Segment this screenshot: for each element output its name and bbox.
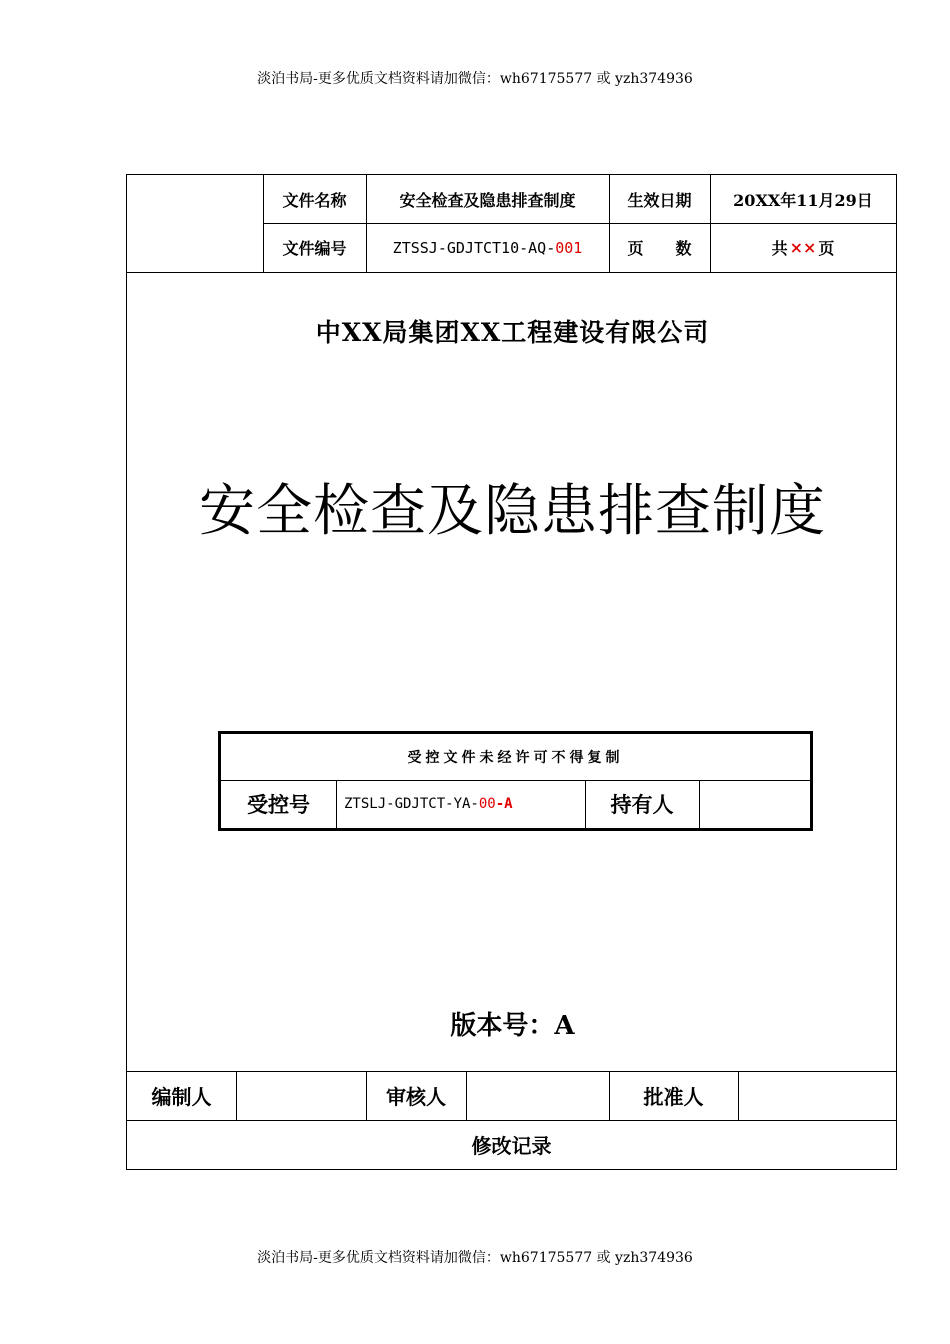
pages-prefix: 共	[771, 239, 788, 258]
approver-label: 批准人	[643, 1085, 704, 1109]
file-number-suffix: 001	[555, 238, 583, 257]
control-number-prefix: ZTSLJ-GDJTCT-YA-	[344, 796, 479, 812]
control-number-red2: -A	[495, 796, 513, 812]
effective-date-value: 20XX年11月29日	[733, 190, 873, 210]
reviewer-label: 审核人	[386, 1085, 446, 1109]
company-name: 中XX局集团XX工程建设有限公司	[315, 318, 710, 347]
pages-label: 页 数	[627, 239, 692, 258]
control-number-value	[336, 780, 585, 828]
compiler-value[interactable]	[236, 1071, 366, 1120]
watermark-top: 淡泊书局-更多优质文档资料请加微信：wh67175577 或 yzh374936	[257, 71, 693, 87]
compiler-label: 编制人	[151, 1085, 212, 1109]
control-number-red1: 00	[478, 796, 496, 812]
file-name-label: 文件名称	[282, 190, 347, 210]
version-number: 版本号：A	[450, 1011, 575, 1041]
file-name-value: 安全检查及隐患排查制度	[399, 190, 576, 210]
document-title: 安全检查及隐患排查制度	[199, 479, 826, 544]
pages-suffix: 页	[818, 239, 835, 258]
document-frame	[126, 174, 897, 1170]
file-number-prefix: ZTSSJ-GDJTCT10-AQ-	[392, 238, 556, 257]
holder-label: 持有人	[610, 792, 674, 817]
header-bottom-divider	[127, 272, 896, 273]
control-number-label: 受控号	[247, 792, 310, 817]
approver-value[interactable]	[738, 1071, 896, 1120]
control-notice: 受控文件未经许可不得复制	[407, 750, 624, 766]
holder-value[interactable]	[699, 780, 810, 828]
effective-date-label: 生效日期	[627, 190, 692, 210]
file-number-label: 文件编号	[282, 239, 347, 258]
reviewer-value[interactable]	[466, 1071, 609, 1120]
pages-value	[710, 223, 896, 272]
revision-record-label: 修改记录	[471, 1134, 552, 1158]
file-number-value	[366, 223, 609, 272]
watermark-bottom: 淡泊书局-更多优质文档资料请加微信：wh67175577 或 yzh374936	[257, 1250, 693, 1266]
controlled-document-box	[218, 731, 813, 831]
pages-mark: ××	[789, 238, 817, 257]
